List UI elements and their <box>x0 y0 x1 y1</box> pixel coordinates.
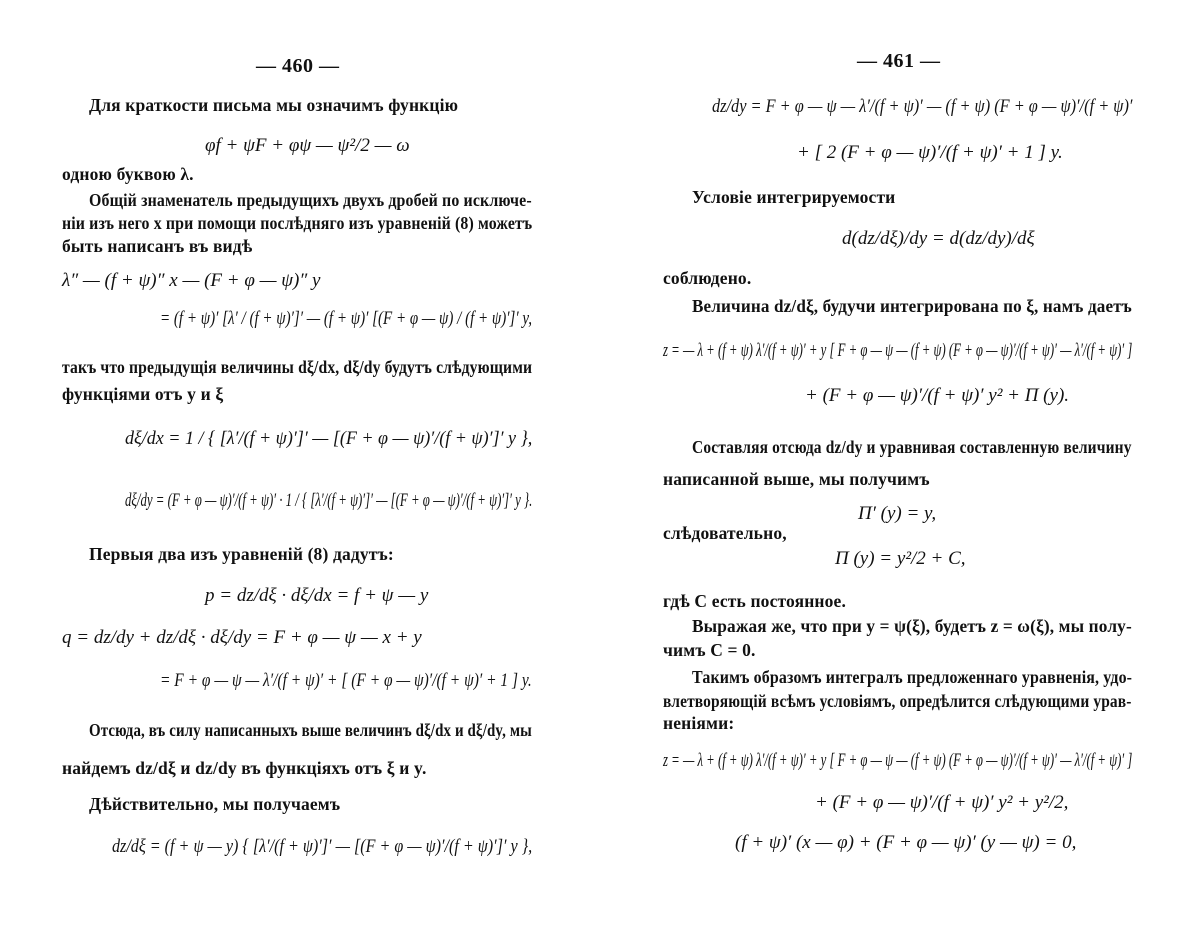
equation-z-line2: + (F + φ — ψ)′/(f + ψ)′ y² + Π (y). <box>805 385 1070 406</box>
text-line: одною буквою λ. <box>62 164 194 184</box>
text-line: Такимъ образомъ интегралъ предложеннаго уравненія, удо- <box>692 667 1133 687</box>
equation-denominator-line2: = (f + ψ)′ [λ′ / (f + ψ)′]′ — (f + ψ)′ [(F + φ — ψ) / (f + ψ)′]′ y, <box>160 308 533 329</box>
page-number-left: — 460 — <box>256 55 340 77</box>
text-line: неніями: <box>663 713 735 733</box>
page-number-right: — 461 — <box>857 50 941 72</box>
text-line: написанной выше, мы получимъ <box>663 469 930 489</box>
equation-dz-dxi: dz/dξ = (f + ψ — y) { [λ′/(f + ψ)′]′ — [(F + φ — ψ)′/(f + ψ)′]′ y }, <box>112 836 533 857</box>
text-line: Условіе интегрируемости <box>692 187 896 207</box>
text-line: соблюдено. <box>663 268 752 288</box>
equation-dz-dy-line2: + [ 2 (F + φ — ψ)′/(f + ψ)′ + 1 ] y. <box>797 142 1063 163</box>
equation-dxi-dy: dξ/dy = (F + φ — ψ)′/(f + ψ)′ · 1 / { [λ′/(f + ψ)′]′ — [(F + φ — ψ)′/(f + ψ)′]′ y }. <box>125 490 533 511</box>
text-line: ніи изъ него x при помощи послѣдняго изъ уравненій (8) можетъ <box>62 213 533 233</box>
equation-q-line2: = F + φ — ψ — λ′/(f + ψ)′ + [ (F + φ — ψ)′/(f + ψ)′ + 1 ] y. <box>160 670 532 691</box>
equation-p: p = dz/dξ · dξ/dx = f + ψ — y <box>205 585 429 606</box>
text-line: Выражая же, что при y = ψ(ξ), будетъ z = ω(ξ), мы полу- <box>692 616 1132 636</box>
text-line: Отсюда, въ силу написанныхъ выше величинъ dξ/dx и dξ/dy, мы <box>89 720 532 740</box>
equation-final-z-line2: + (F + φ — ψ)′/(f + ψ)′ y² + y²/2, <box>815 792 1069 813</box>
text-line: Общій знаменатель предыдущихъ двухъ дробей по исключе- <box>89 190 532 210</box>
equation-dz-dy-line1: dz/dy = F + φ — ψ — λ′/(f + ψ)′ — (f + ψ) (F + φ — ψ)′/(f + ψ)′ <box>712 96 1133 117</box>
text-line: Для краткости письма мы означимъ функцію <box>89 95 459 115</box>
equation-denominator-line1: λ″ — (f + ψ)″ x — (F + φ — ψ)″ y <box>62 270 321 291</box>
text-line: Составляя отсюда dz/dy и уравнивая составленную величину <box>692 437 1132 457</box>
text-line: Дѣйствительно, мы получаемъ <box>89 794 341 814</box>
equation-omega-definition: φf + ψF + φψ — ψ²/2 — ω <box>205 135 410 156</box>
equation-integrability: d(dz/dξ)/dy = d(dz/dy)/dξ <box>842 228 1035 249</box>
text-line: быть написанъ въ видѣ <box>62 236 253 256</box>
equation-final-z-line1: z = — λ + (f + ψ) λ′/(f + ψ)′ + y [ F + φ — ψ — (f + ψ) (F + φ — ψ)′/(f + ψ)′ — λ′/(f + ψ)′ ] <box>663 750 1133 771</box>
equation-dxi-dx: dξ/dx = 1 / { [λ′/(f + ψ)′]′ — [(F + φ — ψ)′/(f + ψ)′]′ y }, <box>125 428 533 449</box>
equation-q-line1: q = dz/dy + dz/dξ · dξ/dy = F + φ — ψ — x + y <box>62 627 422 648</box>
text-line: слѣдовательно, <box>663 523 787 543</box>
text-line: найдемъ dz/dξ и dz/dy въ функціяхъ отъ ξ и y. <box>62 758 427 778</box>
text-line: гдѣ C есть постоянное. <box>663 591 846 611</box>
text-line: такъ что предыдущія величины dξ/dx, dξ/dy будутъ слѣдующими <box>62 357 533 377</box>
equation-final-characteristic: (f + ψ)′ (x — φ) + (F + φ — ψ)′ (y — ψ) = 0, <box>735 832 1077 853</box>
text-line: чимъ C = 0. <box>663 640 756 660</box>
text-line: Первыя два изъ уравненій (8) дадутъ: <box>89 544 394 564</box>
equation-z-line1: z = — λ + (f + ψ) λ′/(f + ψ)′ + y [ F + φ — ψ — (f + ψ) (F + φ — ψ)′/(f + ψ)′ — λ′/(f + ψ)′ ] <box>663 340 1133 361</box>
equation-pi-prime: Π′ (y) = y, <box>858 503 937 524</box>
text-line: функціями отъ y и ξ <box>62 384 224 404</box>
text-line: влетворяющій всѣмъ условіямъ, опредѣлится слѣдующими урав- <box>663 691 1132 711</box>
text-line: Величина dz/dξ, будучи интегрирована по ξ, намъ даетъ <box>692 296 1132 316</box>
equation-pi: Π (y) = y²/2 + C, <box>835 548 966 569</box>
